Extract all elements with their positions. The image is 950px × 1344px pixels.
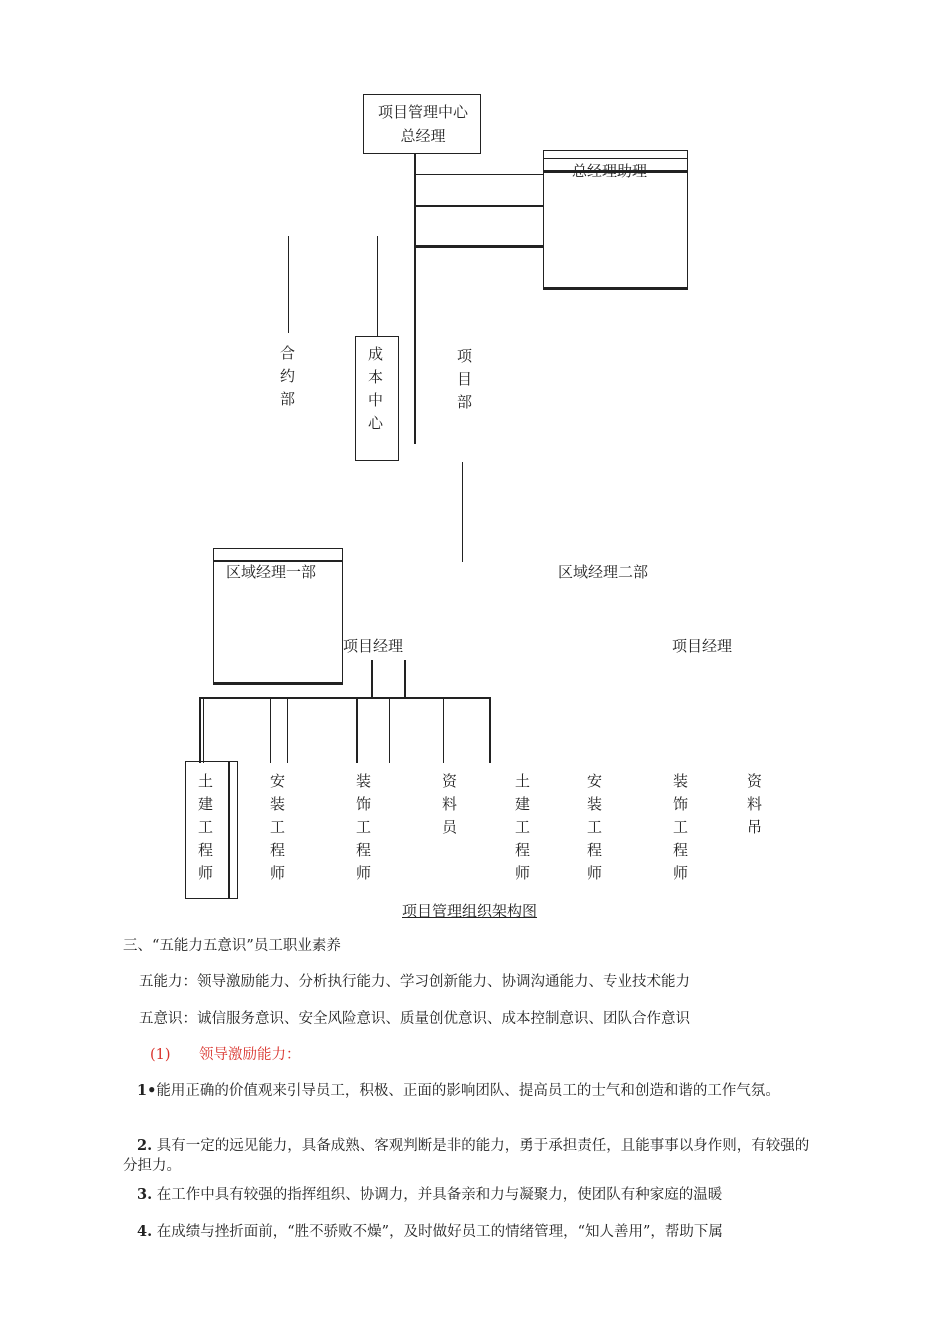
project-manager-right-label: 项目经理 — [672, 637, 733, 655]
item-4-text: 在成绩与挫折面前，“胜不骄败不燥”，及时做好员工的情绪管理，“知人善用”，帮助下属 — [156, 1224, 723, 1240]
item-1-number: 1• — [137, 1082, 157, 1099]
region-two-label: 区域经理二部 — [558, 563, 649, 581]
role-records-clerk-1: 资料员 — [440, 773, 458, 842]
role-civil-engineer-1: 土建工程师 — [196, 773, 214, 888]
five-awareness-line: 五意识：诚信服务意识、安全风险意识、质量创优意识、成本控制意识、团队合作意识 — [139, 1011, 690, 1027]
role-civil-engineer-2: 土建工程师 — [513, 773, 531, 888]
role-install-engineer-1: 安装工程师 — [268, 773, 286, 888]
item-3-number: 3. — [137, 1186, 153, 1203]
region-one-label: 区域经理一部 — [226, 563, 317, 581]
role-decor-engineer-1: 装饰工程师 — [354, 773, 372, 888]
item-2-number: 2. — [137, 1137, 153, 1154]
top-manager-label: 项目管理中心总经理 — [377, 103, 468, 145]
project-dept-label: 项目部 — [455, 348, 473, 417]
item-1-text: 能用正确的价值观来引导员工，积极、正面的影响团队、提高员工的士气和创造和谐的工作气氛。 — [156, 1083, 780, 1099]
role-install-engineer-2: 安装工程师 — [585, 773, 603, 888]
contract-dept-label: 合约部 — [278, 345, 296, 414]
role-records-clerk-2: 资料吊 — [745, 773, 763, 842]
chart-caption: 项目管理组织架构图 — [402, 902, 538, 920]
item-4-number: 4. — [137, 1223, 153, 1240]
item-1 — [123, 1081, 823, 1101]
item-4 — [123, 1222, 823, 1242]
assistant-label: 总经理助理 — [572, 162, 648, 180]
five-abilities-line: 五能力：领导激励能力、分析执行能力、学习创新能力、协调沟通能力、专业技术能力 — [139, 974, 690, 990]
subsection-number: (1) — [150, 1047, 171, 1063]
project-manager-left-label: 项目经理 — [343, 637, 404, 655]
subsection-title: 领导激励能力： — [199, 1047, 301, 1063]
item-2 — [123, 1136, 823, 1176]
cost-center-label: 成本中心 — [366, 346, 384, 438]
item-3-text: 在工作中具有较强的指挥组织、协调力，并具备亲和力与凝聚力，使团队有种家庭的温暖 — [156, 1187, 723, 1203]
item-3 — [123, 1185, 823, 1205]
item-2-text: 具有一定的远见能力，具备成熟、客观判断是非的能力，勇于承担责任，且能事事以身作则，有较强的分担力。 — [123, 1138, 810, 1174]
section-heading: 三、“五能力五意识”员工职业素养 — [123, 938, 341, 954]
role-decor-engineer-2: 装饰工程师 — [671, 773, 689, 888]
